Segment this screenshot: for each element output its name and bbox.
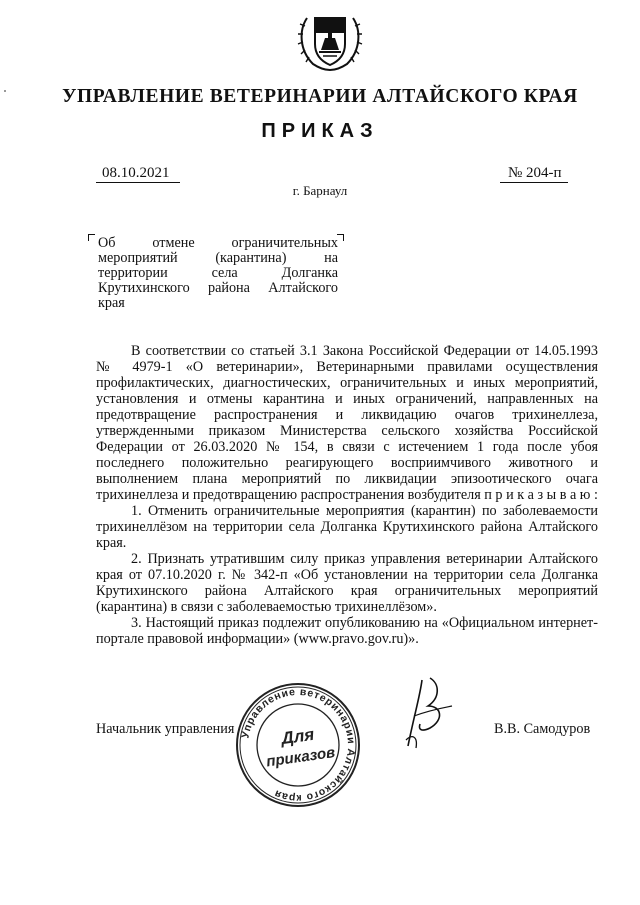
handwritten-signature <box>400 676 460 760</box>
order-subject <box>98 236 338 311</box>
stamp-center-text-2: приказов <box>265 743 337 771</box>
city: г. Барнаул <box>292 183 348 198</box>
official-stamp <box>233 680 363 810</box>
altai-emblem-icon <box>295 10 365 72</box>
stamp-ring-text: Управление ветеринарии Алтайского края <box>239 685 358 805</box>
order-number: № 204-п <box>500 165 568 183</box>
signatory-position: Начальник управления <box>96 721 235 737</box>
body-paragraph-1: 1. Отменить ограничительные мероприятия (карантин) по заболеваемости трихинеллёзом на территории села Долганка Крутихинского района Алтайского края. <box>96 503 598 551</box>
body-paragraph-preamble: В соответствии со статьей 3.1 Закона Российской Федерации от 14.05.1993 № 4979-1 «О ветеринарии», Ветеринарными правилами осуществления профилактических, диагностических, ограничительных и иных мероприятий, установления и отмены карантина и иных ограничений, направленных на предотвращение распространения и ликвидацию очагов трихинеллеза, утвержденными приказом Министерства сельского хозяйства Российской Федерации от 26.03.2020 № 154, в связи с истечением 1 года после убоя последнего положительно реагирующего восприимчивого животного и выполнением плана мероприятий по ликвидации эпизоотического очага трихинеллеза и предотвращению распространения возбудителя п р и к а з ы в а ю : <box>96 343 598 503</box>
signatory-name: В.В. Самодуров <box>494 721 591 737</box>
subject-bracket-right <box>337 234 344 241</box>
body-paragraph-3: 3. Настоящий приказ подлежит опубликованию на «Официальном интернет-портале правовой информации» (www.pravo.gov.ru)». <box>96 615 598 647</box>
subject-bracket-left <box>88 234 95 241</box>
stamp-center-text-1: Для <box>280 724 316 749</box>
order-body <box>96 343 598 647</box>
order-date: 08.10.2021 <box>96 165 180 183</box>
organization-name: УПРАВЛЕНИЕ ВЕТЕРИНАРИИ АЛТАЙСКОГО КРАЯ <box>62 86 578 107</box>
body-paragraph-2: 2. Признать утратившим силу приказ управления ветеринарии Алтайского края от 07.10.2020 г. № 342-п «Об установлении на территории села Долганка Крутихинского района Алтайского края ограничительных мероприятий (карантина) в связи с заболеваемостью трихинеллёзом». <box>96 551 598 615</box>
subject-text: Об отмене ограничительных мероприятий (карантина) на территории села Долганка Крутихинского района Алтайского края <box>98 235 338 311</box>
document-type: ПРИКАЗ <box>261 120 379 142</box>
